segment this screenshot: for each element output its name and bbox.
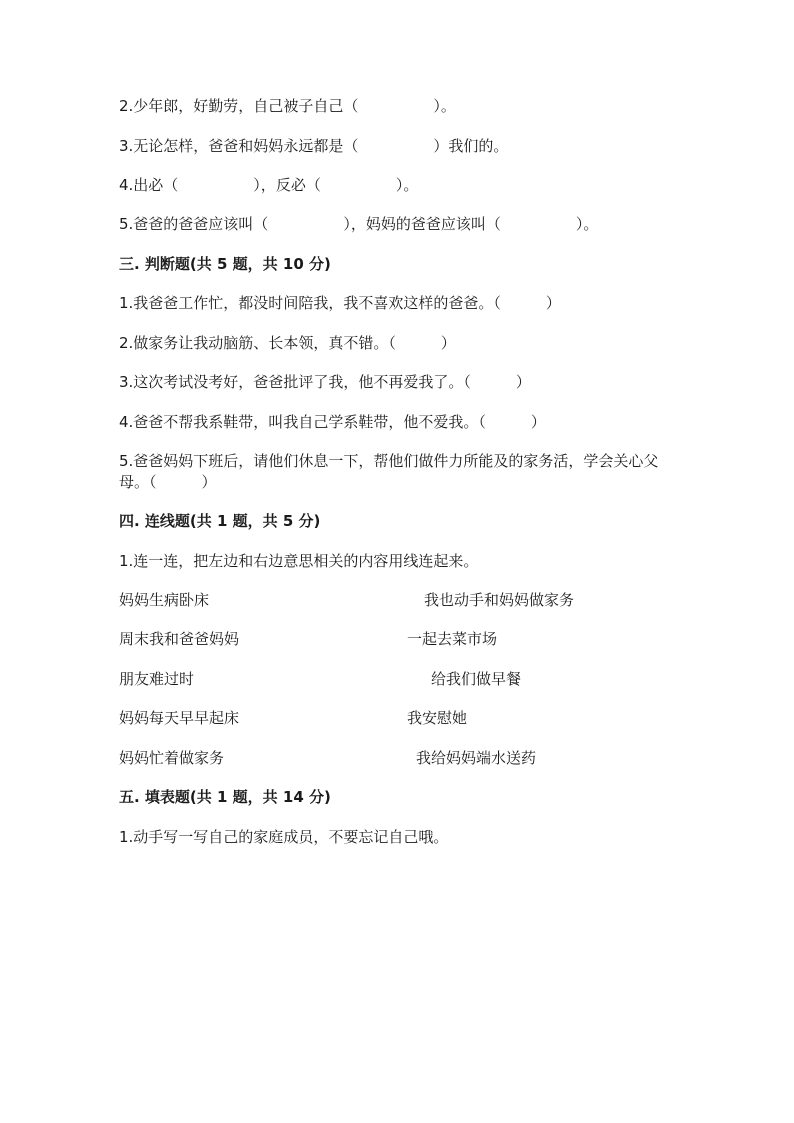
judge-question-3: 3.这次考试没考好，爸爸批评了我，他不再爱我了。（ ） [119, 373, 531, 391]
match-question: 1.连一连，把左边和右边意思相关的内容用线连起来。 [119, 552, 479, 570]
match-right-item: 我也动手和妈妈做家务 [424, 591, 575, 609]
judge-question-4: 4.爸爸不帮我系鞋带，叫我自己学系鞋带，他不爱我。（ ） [119, 413, 546, 431]
judge-question-2: 2.做家务让我动脑筋、长本领，真不错。（ ） [119, 334, 456, 352]
match-right-item: 一起去菜市场 [407, 630, 498, 648]
match-right-item: 给我们做早餐 [431, 670, 522, 688]
match-left-item: 朋友难过时 [119, 670, 195, 688]
fill-question-3: 3.无论怎样，爸爸和妈妈永远都是（ ）我们的。 [119, 137, 509, 155]
match-left-item: 妈妈忙着做家务 [119, 749, 225, 767]
match-right-item: 我安慰她 [407, 709, 468, 727]
table-question: 1.动手写一写自己的家庭成员，不要忘记自己哦。 [119, 828, 449, 846]
section-heading-match: 四. 连线题(共 1 题，共 5 分) [119, 512, 321, 530]
match-left-item: 妈妈生病卧床 [119, 591, 210, 609]
match-left-item: 周末我和爸爸妈妈 [119, 630, 240, 648]
match-right-item: 我给妈妈端水送药 [416, 749, 537, 767]
section-heading-table: 五. 填表题(共 1 题，共 14 分) [119, 788, 331, 806]
match-left-item: 妈妈每天早早起床 [119, 709, 240, 727]
fill-question-5: 5.爸爸的爸爸应该叫（ ），妈妈的爸爸应该叫（ ）。 [119, 215, 599, 233]
section-heading-judge: 三. 判断题(共 5 题，共 10 分) [119, 255, 331, 273]
fill-question-2: 2.少年郎，好勤劳，自己被子自己（ ）。 [119, 97, 456, 115]
fill-question-4: 4.出必（ ），反必（ ）。 [119, 176, 419, 194]
judge-question-5: 5.爸爸妈妈下班后，请他们休息一下，帮他们做件力所能及的家务活，学会关心父母。（ ） [119, 452, 659, 491]
judge-question-1: 1.我爸爸工作忙，都没时间陪我，我不喜欢这样的爸爸。（ ） [119, 294, 561, 312]
